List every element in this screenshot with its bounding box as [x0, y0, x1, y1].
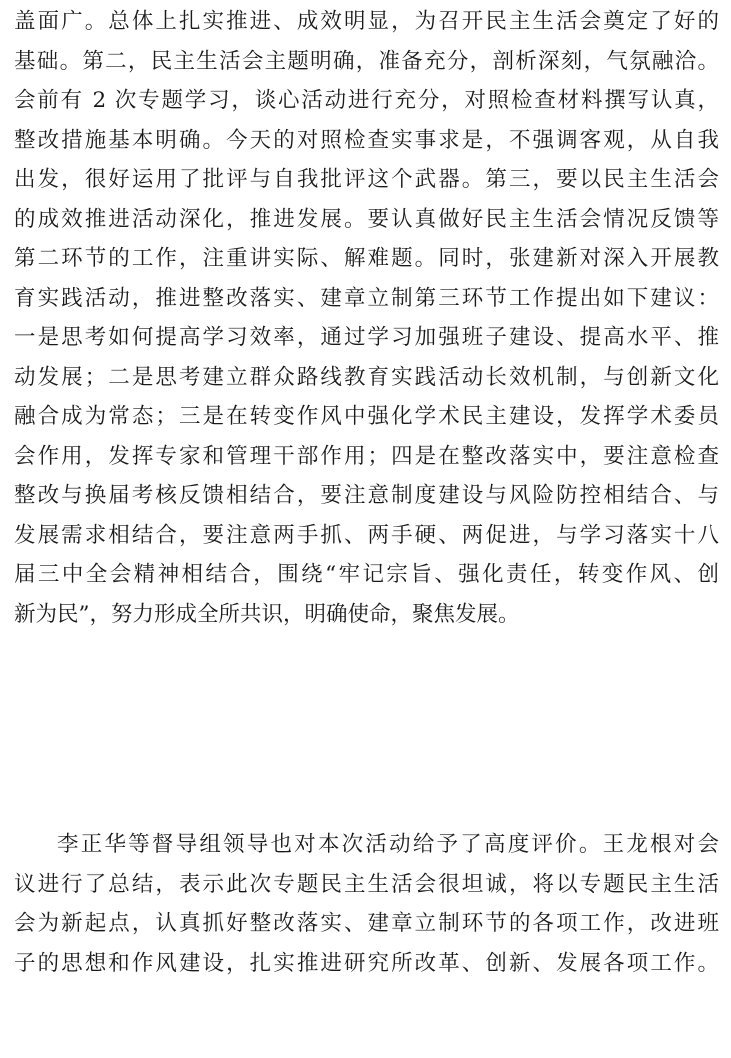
text-line: 融合成为常态；三是在转变作风中强化学术民主建设，发挥学术委员: [14, 404, 719, 429]
text-line: 整改措施基本明确。今天的对照检查实事求是，不强调客观，从自我: [14, 127, 719, 153]
text-line: 议进行了总结，表示此次专题民主生活会很坦诚，将以专题民主生活: [14, 871, 719, 897]
text-line: 育实践活动，推进整改落实、建章立制第三环节工作提出如下建议：: [14, 285, 719, 311]
text-line: 盖面广。总体上扎实推进、成效明显，为召开民主生活会奠定了好的: [14, 9, 719, 34]
text-line: 基础。第二，民主生活会主题明确，准备充分，剖析深刻，气氛融洽。: [14, 48, 719, 74]
text-line: 发展需求相结合，要注意两手抓、两手硬、两促进，与学习落实十八: [14, 522, 719, 548]
text-line: 新为民”，努力形成全所共识，明确使命，聚焦发展。: [14, 601, 520, 627]
paragraph-2: [14, 825, 719, 983]
text-line: 子的思想和作风建设，扎实推进研究所改革、创新、发展各项工作。: [14, 950, 719, 976]
text-line: 届三中全会精神相结合，围绕“牢记宗旨、强化责任，转变作风、创: [14, 562, 719, 587]
text-line: 的成效推进活动深化，推进发展。要认真做好民主生活会情况反馈等: [14, 206, 719, 232]
text-line: 会为新起点，认真抓好整改落实、建章立制环节的各项工作，改进班: [14, 911, 719, 936]
text-line: 会前有 2 次专题学习，谈心活动进行充分，对照检查材料撰写认真，: [14, 88, 719, 113]
text-line: 会作用，发挥专家和管理干部作用；四是在整改落实中，要注意检查: [14, 443, 719, 469]
text-line: 整改与换届考核反馈相结合，要注意制度建设与风险防控相结合、与: [14, 483, 719, 508]
text-line: 动发展；二是思考建立群众路线教育实践活动长效机制，与创新文化: [14, 364, 719, 390]
text-line: 第二环节的工作，注重讲实际、解难题。同时，张建新对深入开展教: [14, 246, 719, 271]
text-line: 一是思考如何提高学习效率，通过学习加强班子建设、提高水平、推: [14, 325, 719, 350]
text-line: 李正华等督导组领导也对本次活动给予了高度评价。王龙根对会: [57, 832, 719, 857]
paragraph-1: [14, 2, 719, 634]
text-line: 出发，很好运用了批评与自我批评这个武器。第三，要以民主生活会: [14, 167, 719, 192]
